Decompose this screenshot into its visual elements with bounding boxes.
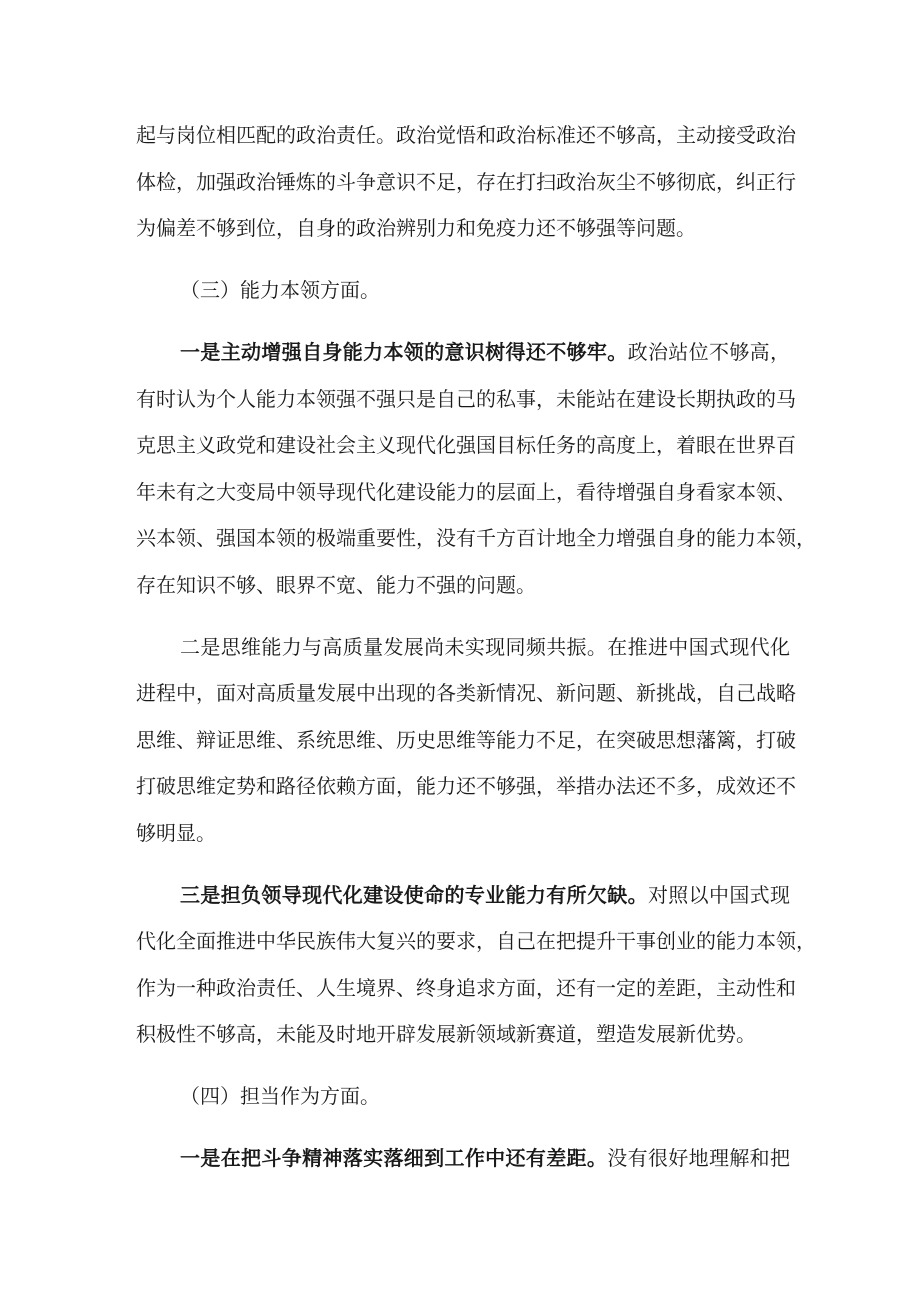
paragraph-line: 作为一种政治责任、人生境界、终身追求方面，还有一定的差距，主动性和 bbox=[136, 975, 796, 1000]
section-heading-four: （四）担当作为方面。 bbox=[180, 1084, 380, 1108]
paragraph-first-line bbox=[136, 872, 790, 919]
paragraph-line: 有时认为个人能力本领强不强只是自己的私事，未能站在建设长期执政的马 bbox=[136, 386, 796, 411]
item-lead-heading: 一是主动增强自身能力本领的意识树得还不够牢。 bbox=[180, 340, 628, 364]
paragraph-line: 兴本领、强国本领的极端重要性，没有千方百计地全力增强自身的能力本领， bbox=[136, 526, 816, 550]
item-lead-text: 在推进中国式现代化 bbox=[607, 634, 791, 659]
paragraph-line: 积极性不够高，未能及时地开辟发展新领域新赛道，塑造发展新优势。 bbox=[136, 1022, 756, 1046]
paragraph-line: 思维、辩证思维、系统思维、历史思维等能力不足，在突破思想藩篱，打破 bbox=[136, 727, 796, 752]
paragraph-line: 体检，加强政治锤炼的斗争意识不足，存在打扫政治灰尘不够彻底，纠正行 bbox=[136, 169, 796, 194]
paragraph-first-line bbox=[136, 624, 790, 671]
paragraph-item-four-one bbox=[136, 1135, 790, 1182]
item-lead-text: 对照以中国式现 bbox=[647, 882, 791, 907]
paragraph-first-line bbox=[136, 1135, 790, 1182]
paragraph-item-three-three bbox=[136, 872, 816, 1058]
section-heading-three: （三）能力本领方面。 bbox=[180, 278, 380, 302]
paragraph-line: 存在知识不够、眼界不宽、能力不强的问题。 bbox=[136, 572, 536, 597]
item-lead-text: 没有很好地理解和把 bbox=[607, 1146, 791, 1170]
item-lead-heading: 三是担负领导现代化建设使命的专业能力有所欠缺。 bbox=[180, 882, 648, 907]
paragraph-line: 进程中，面对高质量发展中出现的各类新情况、新问题、新挑战，自己战略 bbox=[136, 681, 796, 705]
paragraph-first-line bbox=[136, 329, 790, 376]
paragraph-line: 克思主义政党和建设社会主义现代化强国目标任务的高度上，着眼在世界百 bbox=[136, 433, 796, 457]
paragraph-line: 起与岗位相匹配的政治责任。政治觉悟和政治标准还不够高，主动接受政治 bbox=[136, 123, 796, 147]
intro-paragraph bbox=[136, 112, 796, 252]
paragraph-line: 够明显。 bbox=[136, 820, 216, 845]
document-body bbox=[136, 112, 816, 1182]
paragraph-line: 代化全面推进中华民族伟大复兴的要求，自己在把提升干事创业的能力本领， bbox=[136, 929, 816, 953]
paragraph-line: 为偏差不够到位，自身的政治辨别力和免疫力还不够强等问题。 bbox=[136, 216, 696, 240]
paragraph-item-three-two bbox=[136, 624, 796, 857]
item-lead-text: 政治站位不够高， bbox=[627, 340, 791, 364]
paragraph-line: 年未有之大变局中领导现代化建设能力的层面上，看待增强自身看家本领、 bbox=[136, 479, 796, 504]
item-lead-heading: 二是思维能力与高质量发展尚未实现同频共振。 bbox=[180, 634, 608, 659]
paragraph-item-three-one bbox=[136, 329, 816, 608]
paragraph-line: 打破思维定势和路径依赖方面，能力还不够强，举措办法还不多，成效还不 bbox=[136, 774, 796, 798]
item-lead-heading: 一是在把斗争精神落实落细到工作中还有差距。 bbox=[180, 1146, 608, 1170]
